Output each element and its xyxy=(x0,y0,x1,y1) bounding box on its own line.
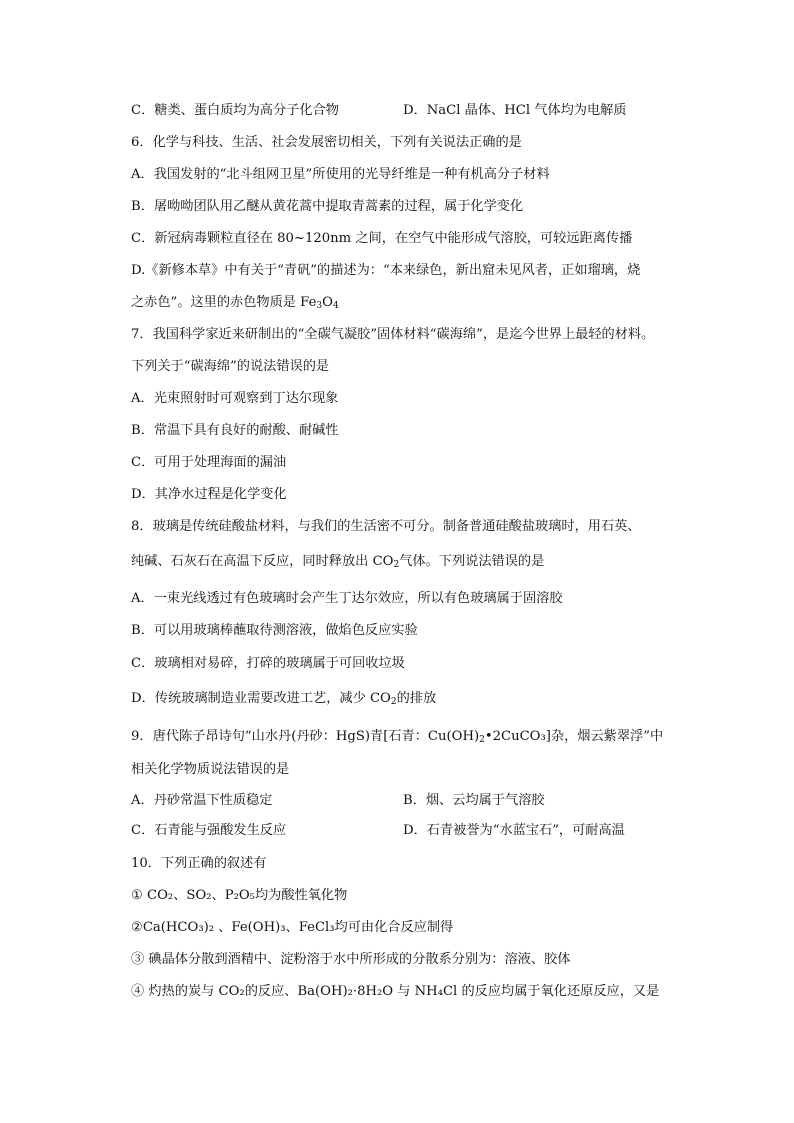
option-5d: D．NaCl 晶体、HCl 气体均为电解质 xyxy=(403,103,627,118)
subscript: 4 xyxy=(332,301,339,311)
option-7c: C．可用于处理海面的漏油 xyxy=(131,455,287,470)
option-6d-cont xyxy=(131,294,339,312)
question-8-cont-text: 纯碱、石灰石在高温下反应，同时释放出 CO xyxy=(131,554,394,569)
subscript: 2 xyxy=(393,560,400,570)
option-6d-cont-text: 之赤色”。这里的赤色物质是 Fe xyxy=(131,295,317,310)
option-7a: A．光束照射时可观察到丁达尔现象 xyxy=(131,391,339,406)
option-5c: C．糖类、蛋白质均为高分子化合物 xyxy=(131,103,339,118)
question-8-cont-tail: 气体。下列说法错误的是 xyxy=(399,554,545,569)
question-7: 7．我国科学家近来研制出的“全碳气凝胶”固体材料“碳海绵”，是迄今世界上最轻的材料。 xyxy=(131,327,655,342)
option-9b: B．烟、云均属于气溶胶 xyxy=(403,793,545,808)
statement-2: ②Ca(HCO₃)₂ 、Fe(OH)₃、FeCl₃均可由化合反应制得 xyxy=(131,920,454,935)
option-7b: B．常温下具有良好的耐酸、耐碱性 xyxy=(131,423,339,438)
option-8a: A．一束光线透过有色玻璃时会产生丁达尔效应，所以有色玻璃属于固溶胶 xyxy=(131,591,563,606)
question-10: 10．下列正确的叙述有 xyxy=(131,856,267,871)
statement-1: ① CO₂、SO₂、P₂O₅均为酸性氧化物 xyxy=(131,888,348,903)
option-7d: D．其净水过程是化学变化 xyxy=(131,487,287,502)
question-9-cont: 相关化学物质说法错误的是 xyxy=(131,762,290,777)
statement-3: ③ 碘晶体分散到酒精中、淀粉溶于水中所形成的分散系分别为：溶液、胶体 xyxy=(131,952,571,967)
formula-part: O xyxy=(322,295,333,310)
option-8d xyxy=(131,690,436,708)
subscript: 2 xyxy=(479,735,485,745)
option-6b: B．屠呦呦团队用乙醚从黄花蒿中提取青蒿素的过程，属于化学变化 xyxy=(131,199,524,214)
question-9-tail: •2CuCO₃]杂，烟云紫翠浮”中 xyxy=(484,729,664,744)
option-9d: D．石青被誉为“水蓝宝石”，可耐高温 xyxy=(403,823,625,838)
question-9-text: 9．唐代陈子昂诗句“山水丹(丹砂：HgS)青[石青：Cu(OH) xyxy=(131,729,480,744)
question-8-cont xyxy=(131,553,544,571)
subscript: 2 xyxy=(390,697,397,707)
option-6d: D.《新修本草》中有关于“青矾”的描述为：“本来绿色，新出窟未见风者，正如瑠璃，烧 xyxy=(131,263,641,278)
statement-4: ④ 灼热的炭与 CO₂的反应、Ba(OH)₂·8H₂O 与 NH₄Cl 的反应均属于氧化还原反应，又是 xyxy=(131,984,660,999)
question-8: 8．玻璃是传统硅酸盐材料，与我们的生活密不可分。制备普通硅酸盐玻璃时，用石英、 xyxy=(131,519,641,534)
option-6c: C．新冠病毒颗粒直径在 80~120nm 之间，在空气中能形成气溶胶，可较远距离传播 xyxy=(131,231,633,246)
option-8b: B．可以用玻璃棒蘸取待测溶液，做焰色反应实验 xyxy=(131,623,418,638)
option-9c: C．石青能与强酸发生反应 xyxy=(131,823,287,838)
option-6a: A．我国发射的“北斗组网卫星”所使用的光导纤维是一种有机高分子材料 xyxy=(131,167,550,182)
subscript: 3 xyxy=(316,301,323,311)
option-9a: A．丹砂常温下性质稳定 xyxy=(131,793,273,808)
option-8d-text: D．传统玻璃制造业需要改进工艺，减少 CO xyxy=(131,691,391,706)
option-8d-tail: 的排放 xyxy=(396,691,437,706)
question-9 xyxy=(131,728,663,746)
question-7-cont: 下列关于“碳海绵”的说法错误的是 xyxy=(131,359,330,374)
question-6: 6．化学与科技、生活、社会发展密切相关，下列有关说法正确的是 xyxy=(131,135,522,150)
option-8c: C．玻璃相对易碎，打碎的玻璃属于可回收垃圾 xyxy=(131,656,405,671)
